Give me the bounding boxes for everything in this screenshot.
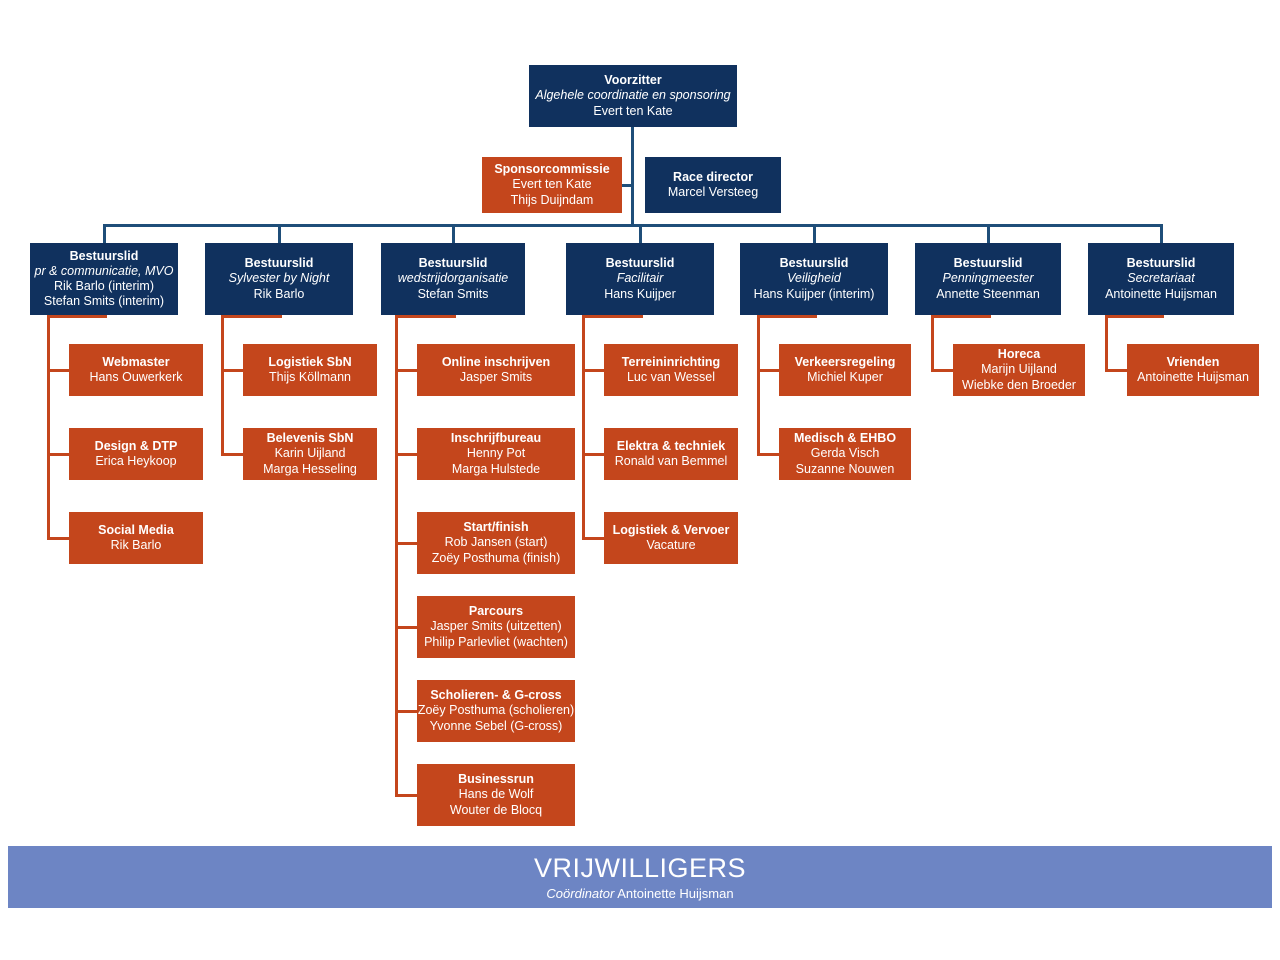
node-line: Gerda Visch — [810, 446, 880, 461]
connector-child-stem-top-4 — [757, 315, 817, 318]
node-title: Bestuurslid — [418, 256, 488, 271]
connector-child-branch-2-4 — [395, 710, 417, 713]
node-bestuurslid-2 — [381, 243, 525, 315]
volunteers-banner — [8, 846, 1272, 908]
node-sub-1-0 — [243, 344, 377, 396]
volunteers-coordinator-role: Coördinator — [546, 886, 615, 901]
node-line: Hans Kuijper (interim) — [753, 286, 875, 301]
connector-child-branch-3-2 — [582, 537, 604, 540]
connector-board-drop-4 — [813, 224, 816, 243]
node-title: Bestuurslid — [1126, 256, 1196, 271]
node-line: Thijs Köllmann — [269, 370, 351, 384]
node-line: Zoëy Posthuma (finish) — [431, 550, 561, 565]
node-line: Luc van Wessel — [626, 370, 715, 384]
node-line: Henny Pot — [466, 446, 526, 461]
node-title: Inschrijfbureau — [450, 431, 542, 446]
node-subtitle: Algehele coordinatie en sponsoring — [535, 88, 731, 103]
node-sub-4-1 — [779, 428, 911, 480]
node-sub-1-1 — [243, 428, 377, 480]
node-voorzitter — [529, 65, 737, 127]
node-line: Yvonne Sebel (G-cross) — [429, 718, 563, 733]
node-title: Design & DTP — [94, 438, 178, 453]
connector-child-stem-3 — [582, 315, 585, 538]
connector-child-stem-top-2 — [395, 315, 456, 318]
node-sub-2-2 — [417, 512, 575, 574]
connector-chair-stem — [631, 127, 634, 227]
node-bestuurslid-0 — [30, 243, 178, 315]
node-line: Stefan Smits — [417, 286, 489, 301]
node-title: Voorzitter — [604, 73, 662, 88]
node-sub-4-0 — [779, 344, 911, 396]
node-title: Verkeersregeling — [794, 354, 896, 369]
connector-board-drop-5 — [987, 224, 990, 243]
connector-board-drop-2 — [452, 224, 455, 243]
node-line: Rik Barlo (interim) — [53, 279, 154, 293]
connector-child-branch-0-0 — [47, 369, 69, 372]
node-title: Belevenis SbN — [266, 431, 354, 446]
connector-child-stem-1 — [221, 315, 224, 454]
node-line: Ronald van Bemmel — [614, 454, 728, 468]
connector-child-stem-top-0 — [47, 315, 107, 318]
node-title: Horeca — [997, 347, 1041, 362]
connector-child-branch-6-0 — [1105, 369, 1127, 372]
connector-child-stem-0 — [47, 315, 50, 538]
connector-board-drop-1 — [278, 224, 281, 243]
connector-board-drop-6 — [1160, 224, 1163, 243]
connector-child-branch-1-1 — [221, 453, 243, 456]
node-subtitle: Penningmeester — [942, 271, 1034, 286]
node-line: Rik Barlo — [253, 286, 305, 301]
connector-child-stem-top-5 — [931, 315, 991, 318]
node-line: Philip Parlevliet (wachten) — [424, 634, 568, 649]
node-title: Bestuurslid — [953, 256, 1023, 271]
node-bestuurslid-1 — [205, 243, 353, 315]
connector-board-bus — [104, 224, 1161, 227]
node-line: Annette Steenman — [936, 286, 1040, 301]
node-line: Evert ten Kate — [512, 177, 592, 192]
node-subtitle: Secretariaat — [1127, 271, 1195, 286]
node-line: Marga Hulstede — [451, 461, 541, 476]
connector-child-branch-3-0 — [582, 369, 604, 372]
connector-child-stem-4 — [757, 315, 760, 454]
node-bestuurslid-4 — [740, 243, 888, 315]
node-line: Vacature — [646, 538, 696, 552]
node-sponsorcommissie — [482, 157, 622, 213]
connector-child-branch-0-2 — [47, 537, 69, 540]
node-title: Businessrun — [458, 772, 534, 787]
node-title: Bestuurslid — [244, 256, 314, 271]
node-line: Evert ten Kate — [593, 103, 673, 118]
node-line: Michiel Kuper — [807, 370, 883, 384]
node-title: Elektra & techniek — [616, 438, 726, 453]
node-title: Terreininrichting — [621, 354, 721, 369]
node-sub-3-2 — [604, 512, 738, 564]
node-line: Wiebke den Broeder — [962, 377, 1076, 392]
node-line: Rob Jansen (start) — [444, 535, 548, 550]
node-sub-2-3 — [417, 596, 575, 658]
node-title: Bestuurslid — [69, 248, 139, 263]
node-title: Parcours — [468, 604, 524, 619]
node-sub-0-2 — [69, 512, 203, 564]
node-sub-0-0 — [69, 344, 203, 396]
connector-child-stem-6 — [1105, 315, 1108, 370]
node-subtitle: Facilitair — [616, 271, 664, 286]
node-bestuurslid-6 — [1088, 243, 1234, 315]
node-line: Marga Hesseling — [263, 461, 357, 476]
node-line: Karin Uijland — [274, 446, 346, 461]
connector-board-drop-3 — [639, 224, 642, 243]
node-title: Logistiek & Vervoer — [612, 522, 730, 537]
node-title: Online inschrijven — [441, 354, 551, 369]
connector-child-branch-5-0 — [931, 369, 953, 372]
connector-child-branch-3-1 — [582, 453, 604, 456]
node-line: Marcel Versteeg — [667, 185, 759, 199]
node-line: Suzanne Nouwen — [795, 461, 895, 476]
node-title: Social Media — [98, 522, 174, 537]
node-sub-3-0 — [604, 344, 738, 396]
node-title: Bestuurslid — [779, 256, 849, 271]
node-subtitle: pr & communicatie, MVO — [34, 263, 174, 278]
node-sub-2-5 — [417, 764, 575, 826]
node-line: Thijs Duijndam — [510, 192, 594, 207]
connector-sponsor-link — [622, 184, 634, 187]
node-sub-2-0 — [417, 344, 575, 396]
node-title: Sponsorcommissie — [494, 162, 610, 177]
node-line: Hans de Wolf — [458, 787, 534, 802]
connector-child-stem-top-3 — [582, 315, 643, 318]
node-title: Logistiek SbN — [268, 354, 352, 369]
node-title: Race director — [673, 169, 753, 184]
node-title: Vrienden — [1166, 354, 1220, 369]
connector-child-branch-2-3 — [395, 626, 417, 629]
connector-child-branch-0-1 — [47, 453, 69, 456]
node-bestuurslid-5 — [915, 243, 1061, 315]
node-line: Jasper Smits (uitzetten) — [430, 619, 562, 634]
node-line: Marijn Uijland — [981, 362, 1057, 377]
connector-child-branch-4-0 — [757, 369, 779, 372]
node-line: Erica Heykoop — [95, 454, 177, 468]
node-line: Hans Ouwerkerk — [89, 370, 183, 384]
connector-child-branch-2-0 — [395, 369, 417, 372]
node-line: Wouter de Blocq — [449, 802, 543, 817]
connector-child-branch-2-5 — [395, 794, 417, 797]
node-line: Antoinette Huijsman — [1137, 370, 1249, 384]
node-line: Zoëy Posthuma (scholieren) — [417, 703, 575, 718]
connector-child-branch-2-1 — [395, 453, 417, 456]
node-bestuurslid-3 — [566, 243, 714, 315]
node-race-director — [645, 157, 781, 213]
node-title: Medisch & EHBO — [793, 431, 897, 446]
volunteers-coordinator — [546, 886, 733, 901]
connector-child-stem-2 — [395, 315, 398, 795]
connector-child-stem-top-1 — [221, 315, 282, 318]
node-line: Stefan Smits (interim) — [43, 294, 165, 309]
volunteers-coordinator-name: Antoinette Huijsman — [617, 886, 734, 901]
node-subtitle: Veiligheid — [787, 271, 841, 286]
node-title: Bestuurslid — [605, 256, 675, 271]
node-sub-3-1 — [604, 428, 738, 480]
node-sub-5-0 — [953, 344, 1085, 396]
node-subtitle: Sylvester by Night — [228, 271, 330, 286]
node-line: Antoinette Huijsman — [1105, 286, 1217, 301]
volunteers-title: VRIJWILLIGERS — [533, 853, 747, 883]
node-sub-2-4 — [417, 680, 575, 742]
node-line: Hans Kuijper — [604, 286, 676, 301]
node-title: Start/finish — [463, 520, 529, 535]
node-sub-6-0 — [1127, 344, 1259, 396]
connector-child-branch-4-1 — [757, 453, 779, 456]
node-line: Jasper Smits — [459, 370, 533, 384]
connector-child-stem-5 — [931, 315, 934, 370]
node-title: Scholieren- & G-cross — [430, 688, 562, 703]
node-sub-2-1 — [417, 428, 575, 480]
node-title: Webmaster — [102, 354, 170, 369]
node-line: Rik Barlo — [110, 538, 162, 552]
node-sub-0-1 — [69, 428, 203, 480]
connector-child-branch-1-0 — [221, 369, 243, 372]
connector-board-drop-0 — [103, 224, 106, 243]
connector-child-stem-top-6 — [1105, 315, 1164, 318]
node-subtitle: wedstrijdorganisatie — [397, 271, 509, 286]
connector-child-branch-2-2 — [395, 542, 417, 545]
